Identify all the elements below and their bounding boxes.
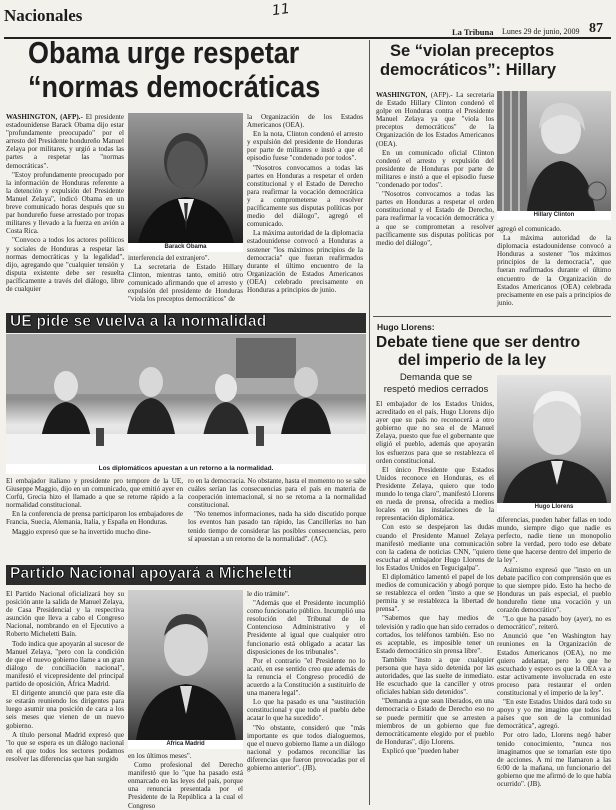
pn-banner-text: Partido Nacional apoyará a Micheletti (10, 565, 293, 582)
page-header (0, 0, 616, 40)
hillary-portrait-icon (497, 91, 611, 211)
ue-column-2: ro en la democracia. No obstante, hasta el momento no se sabe cuáles serían las consecuencias para el país en materia de cooperación internacional, si no se retorna a la normalidad constitucional. "No tenemos informaciones, nada ha sido discutido porque los eventos han pasado tan rápido, las Cancillerías no han tenido tiempo de considerar las posibles consecuencias, pero sí apuestan a un retorno de la normalidad". (AC). (188, 477, 366, 543)
obama-column-2: interferencia del extranjero". La secretaria de Estado Hillary Clinton, mientras tanto, emitió otro comunicado afirmando que el arresto y expulsión del presidente de Honduras "viola los preceptos democráticos" de (128, 254, 243, 304)
pn-column-3: le dio trámite". "Además que el Presidente incumplió como funcionario público. Incumplió una resolución del Tribunal de lo Contencioso Administrativo y el Presidente al igual que cualquier otro funcionario está obligado a acatar las disposiciones de los tribunales". Por el contrario "el Presidente no lo acató, en ese sentido creo que además de la renuncia el Congreso procedió de acuerdo a la Constitución a sustituirlo de una manera legal". Lo que ha pasado es una "sustitución constitucional y que todo el pueblo debe acatar lo que ha sucedido". "No obstante, consideró que "más importante es que todos dialoguemos, que el nuevo gobierno llame a un diálogo nacional y podamos reconciliar las diferencias que fueron provocadas por el gobierno anterior". (JB). (247, 590, 366, 772)
hillary-column-1: WASHINGTON, (AFP).- La secretaria de Estado Hillary Clinton condenó el golpe en Honduras contra el Presidente Manuel Zelaya ya que "viola los preceptos democráticos" de la Organización de los Estados Americanos (OEA). En un comunicado oficial Clinton condenó el arresto y expulsión del presidente de Honduras por parte de militares e instó a que el episodio fuese "condenado por todos". "Nosotros convocamos a todas las partes en Honduras a respetar el orden constitucional y el Estado de Derecho, para reafirmar la vocación democrática y a que se comprometan a resolver pacíficamente sus disputas políticas por medio del diálogo", (376, 91, 494, 247)
obama-headline-line1: Obama urge respetar (28, 35, 300, 70)
ue-meeting-photo-icon (6, 334, 366, 464)
hillary-photo-caption: Hillary Clinton (497, 211, 611, 220)
page-number: 87 (589, 21, 603, 36)
llorens-subhead: Demanda que se respetó medios cerrados (383, 372, 489, 395)
llorens-headline-line2: del imperio de la ley (398, 352, 547, 369)
llorens-photo-caption: Hugo Llorens (497, 503, 611, 512)
ue-banner-text: UE pide se vuelva a la normalidad (10, 313, 267, 330)
llorens-headline-line1: Debate tiene que ser dentro (376, 334, 581, 351)
issue-date: Lunes 29 de junio, 2009 (502, 27, 580, 36)
obama-headline (28, 36, 324, 104)
obama-headline-line2: “normas democráticas (28, 69, 321, 104)
ue-photo (6, 334, 366, 464)
llorens-headline (376, 334, 614, 370)
column-divider (369, 40, 370, 805)
hillary-photo (497, 91, 611, 211)
obama-portrait-icon (128, 113, 243, 243)
hillary-bottom-rule (373, 316, 611, 317)
madrid-portrait-icon (128, 590, 243, 740)
handwritten-mark: 11 (270, 0, 291, 20)
obama-column-1: WASHINGTON, (AFP).- El presidente estadounidense Barack Obama dijo estar "profundamente preocupado" por el arresto del Presidente hondureño Manuel Zelaya por militares, y urgió a todas las partes a respetar las "normas democráticas". "Estoy profundamente preocupado por la información de Honduras referente a la detención y expulsión del Presidente Manuel Zelaya", indicó Obama en un breve comunicado horas después que su par hondureño fuese arrestado por tropas militares y llevado a la fuerza en avión a Costa Rica. "Convoco a todos los actores políticos y sociales de Honduras a respetar las normas democráticas y la legalidad", dijo, agregando que "cualquier tensión y disputa existente debe ser resuelta pacíficamente a través del diálogo, libre de cualquier (6, 113, 124, 293)
obama-photo-caption: Barack Obama (128, 243, 243, 252)
llorens-column-2: diferencias, pueden haber fallas en todo mundo, siempre digo que nadie es perfecto, nadie tiene un monopolio sobre la verdad, pero todo ese debate tiene que hacerse dentro del imperio de la ley". Asimismo expresó que "insto en un debate pacífico con comprensión que es lo que siempre pido. Esto ha hecho de Honduras un país especial, el pueblo hondureño tiene una vocación y un corazón democrático". "Lo que ha pasado hoy (ayer), no es democrático", reiteró. Anunció que "en Washington hay reuniones en la Organización de Estados Americanos (OEA), no me quiero adelantar, pero lo que he escuchado y espero es que la OEA va a estar activamente involucrada en este proceso para restaurar el orden constitucional y el imperio de la ley". "En este Estados Unidos dará todo su apoyo y yo me imagino que todos los países que son de la comunidad democrática", agregó. Por otro lado, Llorens negó haber tenido conocimiento, "nunca nos imaginamos que se tomarían este tipo de acciones. A mí me llamaron a las 6:00 de la mañana, un funcionario del gobierno que me afirmó de lo que había ocurrido". (JB). (497, 516, 611, 788)
dateline: WASHINGTON, (AFP).- (6, 113, 83, 121)
llorens-kicker: Hugo Llorens: (377, 322, 435, 332)
pn-column-2-under-photo: en los últimos meses". Como profesional del Derecho manifestó que lo "que ha pasado está enmarcado en las leyes del país, porque una renuncia presentada por el Presidente de la República a la cual el Congreso (128, 752, 243, 810)
ue-column-1: El embajador italiano y presidente pro tempore de la UE, Giuseppe Maggio, dijo en un comunicado, que emitió ayer en Corfú, Grecia hizo el llamado a que se retorne rápido a la normalidad constitucional. En la conferencia de prensa participaron los embajadores de Francia, Suecia, Alemania, Italia, y España en Honduras. Maggio expresó que se ha invertido mucho dine- (6, 477, 183, 536)
obama-column-3: la Organización de los Estados Americanos (OEA). En la nota, Clinton condenó el arresto y expulsión del presidente de Honduras por parte de militares e instó a que el episodio fuese "condenado por todos". "Nosotros convocamos a todas las partes en Honduras a respetar el orden constitucional y el Estado de Derecho para reafirmar la vocación democrática y a comprometerse a resolver pacíficamente sus disputas políticas por medio del diálogo", agregó el comunicado. La máxima autoridad de la diplomacia estadounidense convocó a Honduras a sostener "los máximos principios de la democracia" que fueran reafirmados durante el último encuentro de la Organización de Estados Americanos (OEA) celebrado precisamente en Honduras a principios de junio. (247, 113, 363, 294)
hillary-headline-line1: Se “violan preceptos (390, 42, 555, 60)
pn-column-1: El Partido Nacional oficializará hoy su posición ante la salida de Manuel Zelaya, de Casa Presidencial y la respectiva asunción que lleva a cabo el Congreso Nacional, nombrando en el Ejecutivo a Roberto Micheletti Baín. Todo indica que apoyarán al sucesor de Manuel Zelaya, "pero con la condición de que el nuevo gobierno llame a un gran diálogo de conciliación nacional", manifestó el vicepresidente del principal partido de oposición, África Madrid. El dirigente anunció que para este día se estarán reuniendo los dirigentes para luego asumir una posición de cara a los seis meses que vienen de un nuevo gobierno. A título personal Madrid expresó que "lo que se espera es un diálogo nacional en el que todos los sectores podamos resolver las diferencias que han surgido (6, 590, 124, 763)
section-title: Nacionales (4, 6, 83, 25)
hillary-column-2: agregó el comunicado. La máxima autoridad de la diplomacia estadounidense convocó a Honduras a sostener "los máximos principios de la democracia", que fueran reafirmados durante el último encuentro de la Organización de Estados Americanos (OEA) celebrada precisamente en ese país a principios de junio. (497, 225, 611, 307)
hillary-headline-line2: democráticos”: Hillary (380, 61, 557, 79)
hillary-headline (376, 42, 614, 80)
pn-photo (128, 590, 243, 740)
ue-banner (6, 313, 366, 333)
llorens-photo (497, 375, 611, 503)
obama-photo (128, 113, 243, 243)
pn-banner (6, 565, 366, 585)
llorens-portrait-icon (497, 375, 611, 503)
pn-photo-caption: África Madrid (128, 740, 243, 749)
masthead: La Tribuna (452, 27, 494, 37)
llorens-column-1: El embajador de los Estados Unidos, acreditado en el país, Hugo Llorens dijo ayer que su país no reconocerá a otro gobierno que no sea el de Manuel Zelaya, puesto que fue el gobernante que eligió el pueblo, además que apoyarán los esfuerzos para que se restablezca el orden constitucional. El único Presidente que Estados Unidos reconoce en Honduras, es el Presidente Zelaya, quiero que todo mundo lo tenga claro", manifestó Llorens en rueda de prensa, ofrecida a medios locales en las instalaciones de la representación diplomática. Con esto se despejaron las dudas cuando el Presidente Manuel Zelaya manifestó mediante una comunicación con la cadena de noticias CNN, "quiero escuchar al embajador Hugo Llorens de los Estados Unidos en Tegucigalpa". El diplomático lamentó el papel de los medios de comunicación y abogó porque se restablezca el orden "insto a que se permita y se restablezca la libertad de prensa". "Sabemos que hay medios de televisión y radio que han sido cerrados o cortados, los teléfonos también. Eso no es aceptable, es imposible tener un Estado democrático sin prensa libre". También "insto a que cualquier persona que haya sido detenida por las autoridades, que las suelte de inmediato. He escuchado que la canciller y otros oficiales habían sido detenidos". "Demanda a que sean liberados, en una democracia o Estado de Derecho eso no se puede permitir que se arresten a miembros de un gobierno que fue democráticamente elegido por el pueblo de Honduras", dijo Llorens. Explicó que "pueden haber (376, 400, 494, 755)
ue-photo-caption: Los diplomáticos apuestan a un retorno a la normalidad. (6, 464, 366, 474)
